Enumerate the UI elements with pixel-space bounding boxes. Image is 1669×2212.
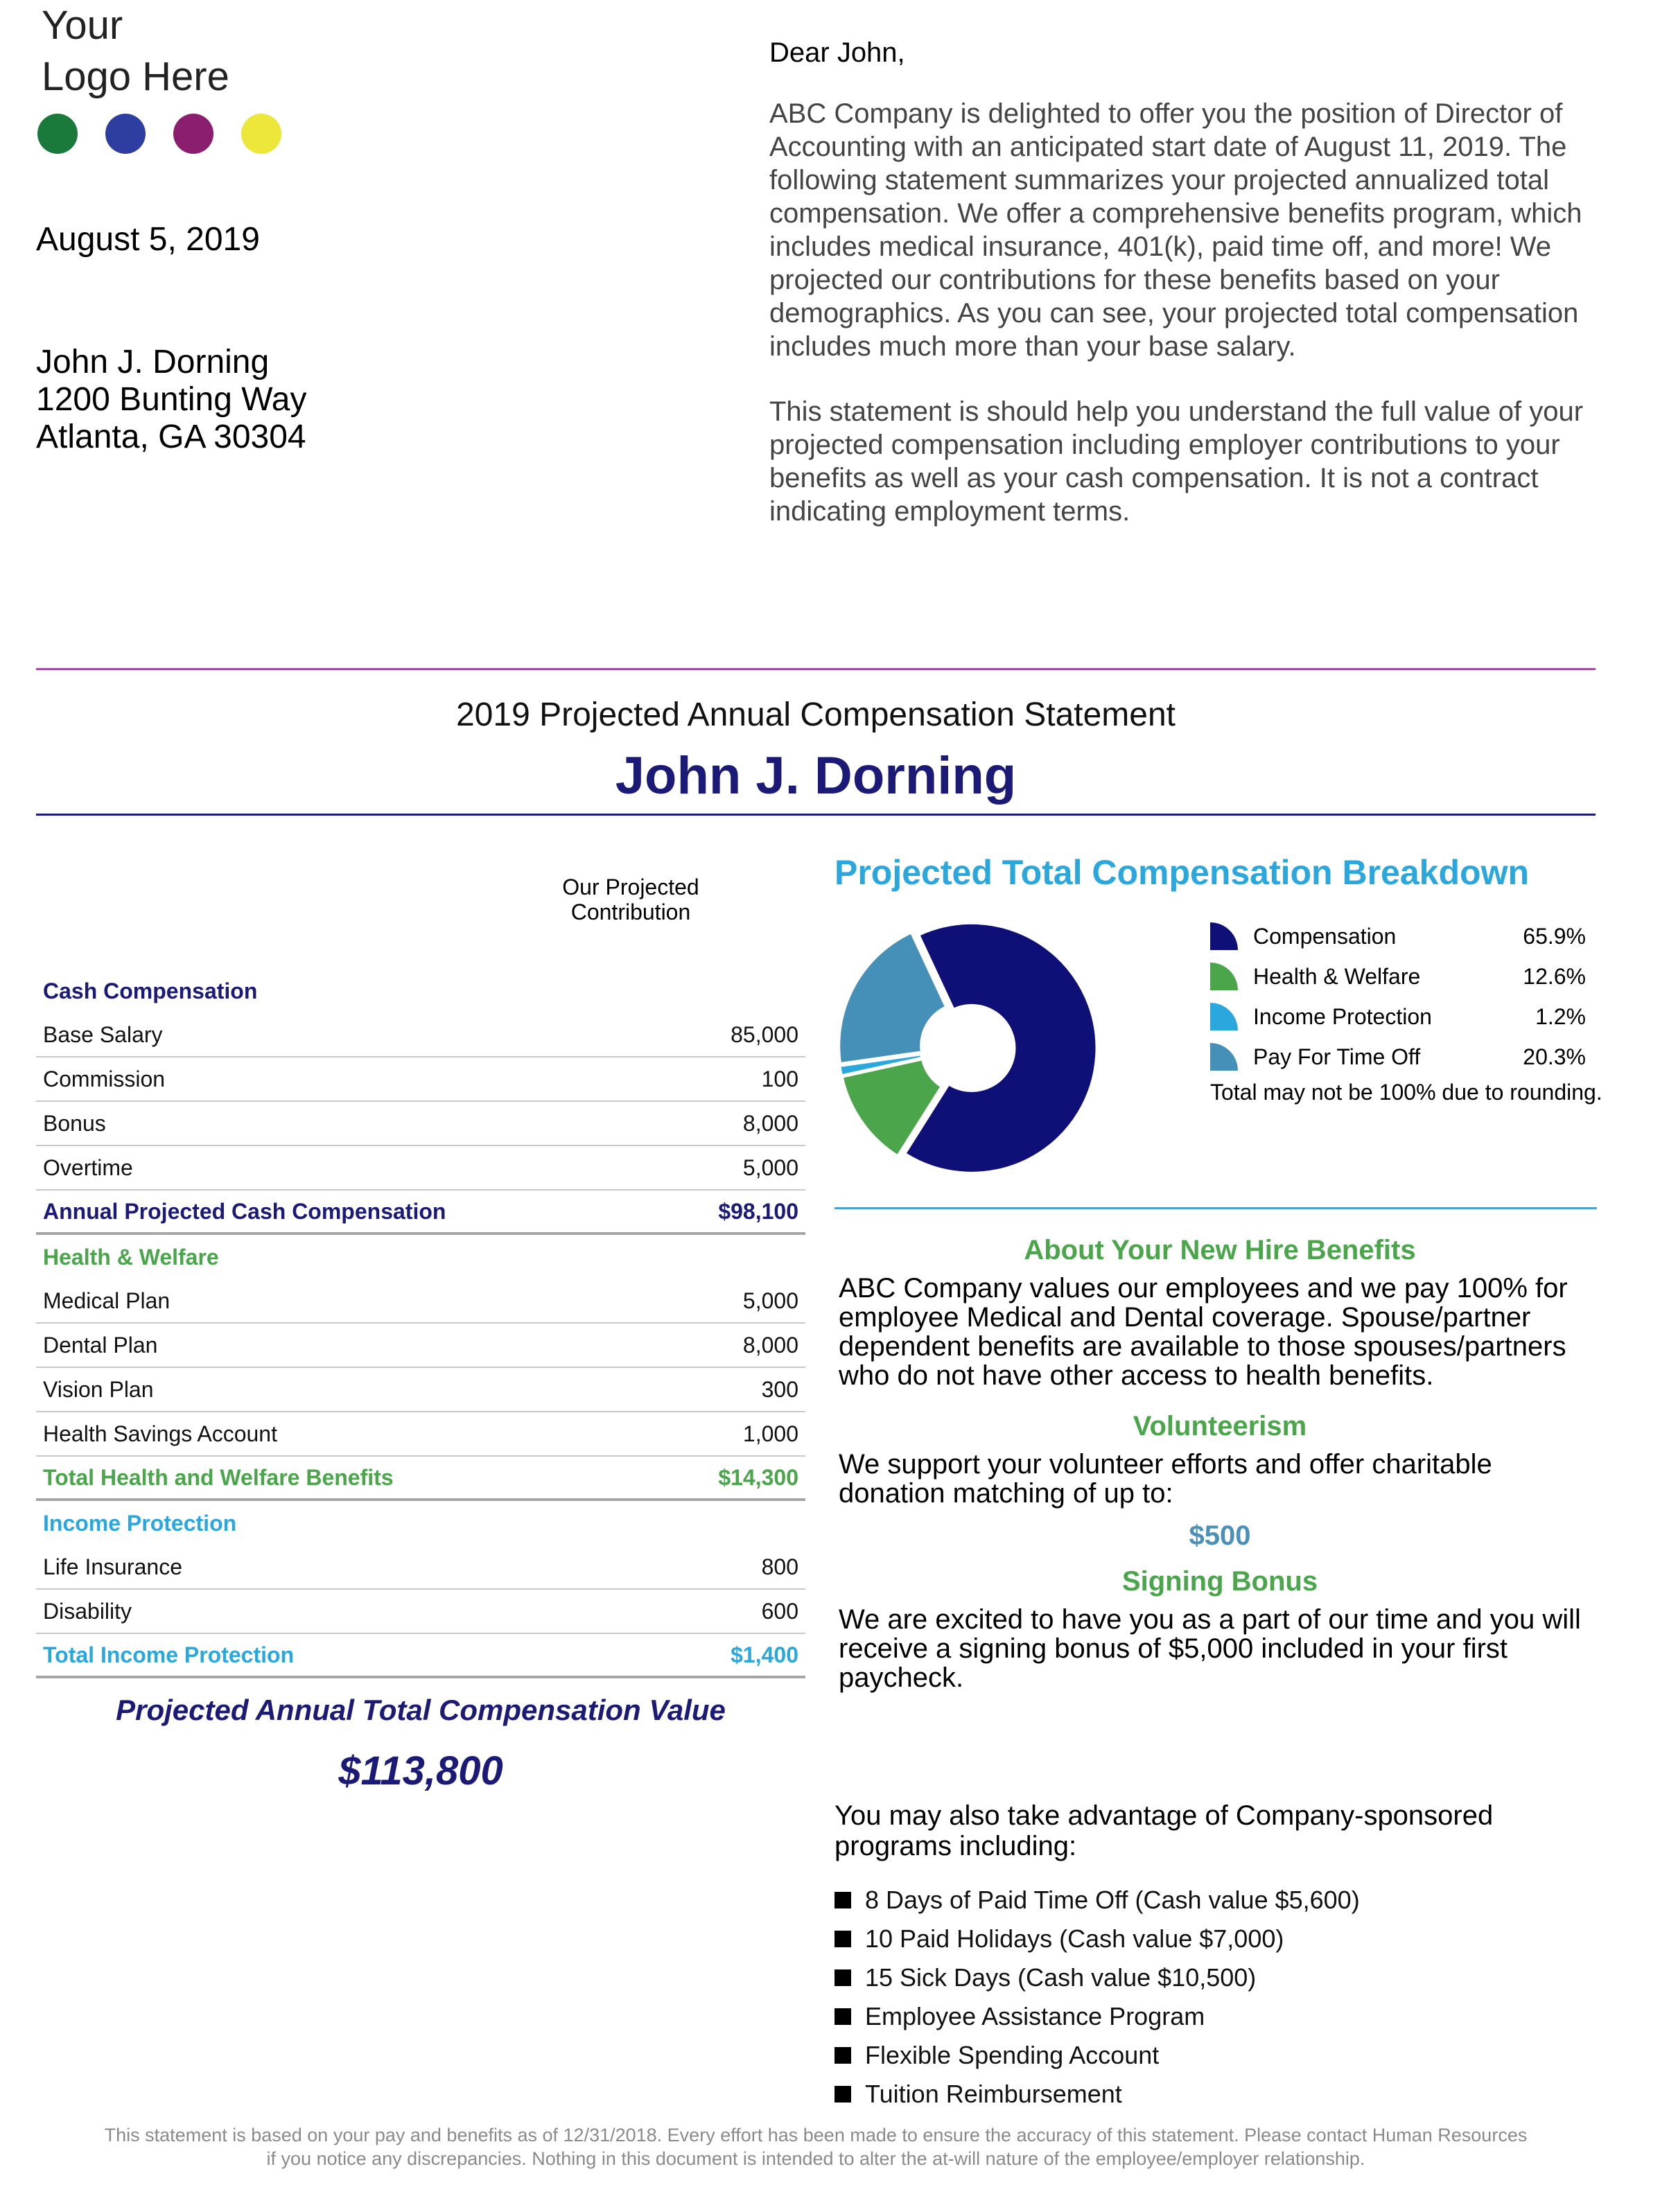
legend-item — [1210, 1037, 1626, 1077]
legend-item — [1210, 956, 1626, 997]
logo-line-2: Logo Here — [42, 54, 229, 99]
legend-label: Health & Welfare — [1253, 963, 1421, 989]
row-label: Bonus — [43, 1110, 106, 1136]
footer-line-1: This statement is based on your pay and benefits as of 12/31/2018. Every effort has been made to ensure the accuracy of this statement. Please contact Human Resources — [104, 2125, 1528, 2145]
total-label: Annual Projected Cash Compensation — [43, 1198, 446, 1224]
program-label: Flexible Spending Account — [865, 2041, 1160, 2069]
bullet-square-icon — [834, 1931, 851, 1947]
signing-text: We are excited to have you as a part of our time and you will receive a signing bonus of $5,000 included in your first paycheck. — [839, 1604, 1581, 1693]
statement-title: 2019 Projected Annual Compensation Statement — [455, 696, 1176, 733]
logo-dot — [241, 114, 281, 154]
row-value: 600 — [761, 1598, 798, 1624]
legend-swatch-icon — [1210, 1043, 1238, 1071]
total-label: Total Income Protection — [43, 1642, 295, 1667]
letter-date: August 5, 2019 — [36, 221, 260, 258]
recipient-city: Atlanta, GA 30304 — [36, 419, 306, 455]
list-item — [834, 2075, 1597, 2114]
statement-name: John J. Dorning — [615, 746, 1017, 805]
bullet-square-icon — [834, 1969, 851, 1986]
list-item — [834, 1958, 1597, 1997]
section-label: Cash Compensation — [43, 978, 258, 1003]
grand-total-value: $113,800 — [338, 1748, 503, 1793]
row-label: Base Salary — [43, 1021, 163, 1047]
list-item — [834, 1881, 1597, 1920]
table-row — [36, 1590, 805, 1634]
legend-item — [1210, 916, 1626, 956]
total-row-cash — [36, 1191, 805, 1235]
program-label: 8 Days of Paid Time Off (Cash value $5,600) — [865, 1886, 1360, 1914]
list-item — [834, 2036, 1597, 2075]
divider-blue — [834, 1207, 1597, 1209]
list-item — [834, 1920, 1597, 1958]
logo-dot — [105, 114, 146, 154]
benefits-section — [839, 1232, 1601, 1710]
total-row-health — [36, 1457, 805, 1501]
legend-item — [1210, 997, 1626, 1037]
volunteer-text: We support your volunteer efforts and offer charitable donation matching of up to: — [839, 1449, 1492, 1509]
volunteer-heading: Volunteerism — [1133, 1411, 1307, 1441]
legend-label: Income Protection — [1253, 1003, 1432, 1029]
row-value: 85,000 — [731, 1021, 798, 1047]
legend-swatch-icon — [1210, 1003, 1238, 1030]
legend-swatch-icon — [1210, 963, 1238, 990]
programs-section — [834, 1800, 1597, 2114]
logo-dot — [37, 114, 78, 154]
footer-disclaimer — [0, 2123, 1632, 2170]
row-label: Commission — [43, 1066, 166, 1091]
legend-value: 1.2% — [1535, 1003, 1586, 1029]
programs-intro: You may also take advantage of Company-sponsored programs including: — [834, 1800, 1494, 1861]
bullet-square-icon — [834, 2086, 851, 2103]
offer-letter — [769, 36, 1601, 560]
letter-paragraph-1: ABC Company is delighted to offer you the position of Director of Accounting with an anticipated start date of August 11, 2019. The following statement summarizes your projected annualized total compensation. We offer a comprehensive benefits program, which includes medical insurance, 401(k), paid time off, and more! We projected our contributions for these benefits based on your demographics. As you can see, your projected total compensation includes much more than your base salary. — [769, 98, 1582, 362]
divider-navy — [36, 814, 1596, 816]
legend-value: 12.6% — [1523, 963, 1586, 989]
table-row — [36, 1013, 805, 1057]
legend-swatch-icon — [1210, 922, 1238, 950]
table-row — [36, 1368, 805, 1412]
row-label: Dental Plan — [43, 1332, 158, 1358]
table-row — [36, 1412, 805, 1457]
donut-chart — [829, 909, 1106, 1186]
row-label: Life Insurance — [43, 1554, 183, 1579]
total-row-income — [36, 1634, 805, 1678]
chart-note: Total may not be 100% due to rounding. — [1210, 1080, 1602, 1105]
total-value: $14,300 — [718, 1464, 798, 1490]
legend-value: 65.9% — [1523, 923, 1586, 949]
benefits-text: ABC Company values our employees and we pay 100% for employee Medical and Dental coverage. Spouse/partner dependent benefits are available to those spouses/partners who do not have other access to health benefits. — [839, 1273, 1568, 1391]
table-row — [36, 1102, 805, 1146]
row-value: 1,000 — [742, 1421, 798, 1446]
table-row — [36, 1545, 805, 1590]
total-value: $1,400 — [731, 1642, 798, 1667]
row-label: Disability — [43, 1598, 132, 1624]
donut-slice-compensation — [905, 923, 1096, 1173]
row-value: 8,000 — [742, 1332, 798, 1358]
letter-paragraph-2: This statement is should help you understand the full value of your projected compensation including employer contributions to your benefits as well as your cash compensation. It is not a contract indicating employment terms. — [769, 396, 1584, 527]
table-row — [36, 1146, 805, 1191]
logo-line-1: Your — [42, 3, 123, 48]
row-value: 800 — [761, 1554, 798, 1579]
bullet-square-icon — [834, 2008, 851, 2025]
bullet-square-icon — [834, 2047, 851, 2064]
compensation-table — [36, 969, 805, 1678]
row-label: Overtime — [43, 1155, 133, 1180]
total-value: $98,100 — [718, 1198, 798, 1224]
section-label: Income Protection — [43, 1510, 237, 1536]
section-heading-income — [36, 1501, 805, 1545]
row-value: 100 — [761, 1066, 798, 1091]
signing-heading: Signing Bonus — [1121, 1566, 1318, 1597]
table-row — [36, 1279, 805, 1324]
footer-line-2: if you notice any discrepancies. Nothing in this document is intended to alter the at-will nature of the employee/employer relationship. — [266, 2148, 1365, 2169]
section-label: Health & Welfare — [43, 1244, 219, 1270]
section-heading-cash — [36, 969, 805, 1013]
legend-label: Pay For Time Off — [1253, 1044, 1421, 1069]
logo-dot — [173, 114, 213, 154]
recipient-street: 1200 Bunting Way — [36, 381, 307, 418]
contribution-column-header: Our Projected Contribution — [562, 875, 699, 924]
program-label: 15 Sick Days (Cash value $10,500) — [865, 1963, 1257, 1992]
table-row — [36, 1057, 805, 1102]
section-heading-health — [36, 1235, 805, 1279]
chart-title: Projected Total Compensation Breakdown — [834, 853, 1530, 892]
bullet-square-icon — [834, 1892, 851, 1908]
legend-value: 20.3% — [1523, 1044, 1586, 1069]
row-value: 300 — [761, 1376, 798, 1402]
recipient-address — [36, 344, 306, 456]
program-label: Tuition Reimbursement — [865, 2080, 1122, 2108]
row-label: Health Savings Account — [43, 1421, 277, 1446]
row-label: Vision Plan — [43, 1376, 154, 1402]
recipient-name: John J. Dorning — [36, 344, 270, 380]
row-value: 5,000 — [742, 1155, 798, 1180]
total-label: Total Health and Welfare Benefits — [43, 1464, 394, 1490]
legend-label: Compensation — [1253, 923, 1397, 949]
program-label: 10 Paid Holidays (Cash value $7,000) — [865, 1924, 1284, 1953]
chart-legend — [1210, 916, 1626, 1105]
grand-total-label: Projected Annual Total Compensation Value — [116, 1694, 726, 1726]
row-label: Medical Plan — [43, 1288, 171, 1313]
letter-greeting: Dear John, — [769, 37, 905, 68]
divider-purple — [36, 668, 1596, 670]
volunteer-amount: $500 — [1189, 1520, 1251, 1551]
company-logo — [42, 0, 229, 103]
logo-dots — [37, 114, 281, 154]
row-value: 5,000 — [742, 1288, 798, 1313]
program-label: Employee Assistance Program — [865, 2002, 1205, 2030]
list-item — [834, 1997, 1597, 2036]
benefits-heading: About Your New Hire Benefits — [1024, 1235, 1416, 1265]
table-row — [36, 1324, 805, 1368]
row-value: 8,000 — [742, 1110, 798, 1136]
